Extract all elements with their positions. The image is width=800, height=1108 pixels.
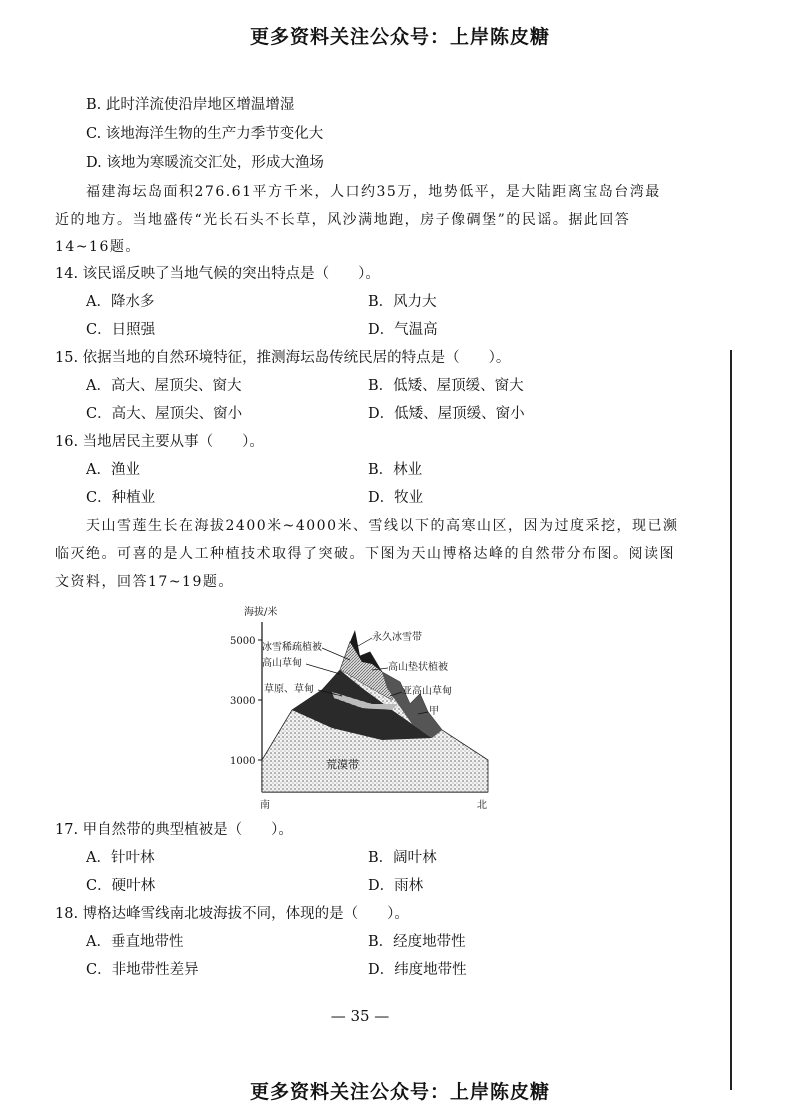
- question-16-option-b: B．林业: [368, 462, 423, 478]
- question-18-stem: 18. 博格达峰雪线南北坡海拔不同，体现的是（ ）。: [55, 906, 409, 922]
- passage-1-line-1: 福建海坛岛面积276.61平方千米，人口约35万，地势低平，是大陆距离宝岛台湾最: [86, 184, 661, 200]
- label-sparse-snow-vegetation: 冰雪稀疏植被: [262, 642, 322, 653]
- question-17-option-a: A．针叶林: [86, 850, 155, 866]
- question-15-option-d: D．低矮、屋顶缓、窗小: [368, 406, 525, 422]
- question-17-option-c: C．硬叶林: [86, 878, 156, 894]
- option-d: D. 该地为寒暖流交汇处，形成大渔场: [86, 155, 324, 171]
- question-15-stem: 15. 依据当地的自然环境特征，推测海坛岛传统民居的特点是（ ）。: [55, 350, 511, 366]
- label-permanent-snow: 永久冰雪带: [372, 632, 422, 643]
- question-16-stem: 16. 当地居民主要从事（ ）。: [55, 434, 264, 450]
- question-15-option-b: B．低矮、屋顶缓、窗大: [368, 378, 524, 394]
- passage-1-line-2: 近的地方。当地盛传“光长石头不长草，风沙满地跑，房子像碉堡”的民谣。据此回答: [55, 212, 631, 228]
- passage-2-line-3: 文资料，回答17~19题。: [55, 574, 234, 590]
- label-steppe-meadow: 草原、草甸: [264, 684, 314, 695]
- question-17-option-d: D．雨林: [368, 878, 424, 894]
- natural-zone-diagram: [222, 600, 502, 820]
- question-18-option-a: A．垂直地带性: [86, 934, 184, 950]
- footer-banner: 更多资料关注公众号：上岸陈皮糖: [249, 1081, 550, 1103]
- question-18-option-c: C．非地带性差异: [86, 962, 199, 978]
- question-18-option-d: D．纬度地带性: [368, 962, 467, 978]
- question-14-option-b: B．风力大: [368, 294, 437, 310]
- question-17-option-b: B．阔叶林: [368, 850, 437, 866]
- option-b: B. 此时洋流使沿岸地区增温增湿: [86, 97, 295, 113]
- question-17-stem: 17. 甲自然带的典型植被是（ ）。: [55, 822, 293, 838]
- tick-3000: 3000: [230, 696, 256, 707]
- question-16-option-d: D．牧业: [368, 490, 424, 506]
- passage-2-line-2: 临灭绝。可喜的是人工种植技术取得了突破。下图为天山博格达峰的自然带分布图。阅读图: [55, 546, 675, 562]
- question-16-option-c: C．种植业: [86, 490, 156, 506]
- question-15-option-c: C．高大、屋顶尖、窗小: [86, 406, 243, 422]
- scan-edge-line: [730, 350, 732, 1090]
- page-number: — 35 —: [330, 1007, 390, 1025]
- label-desert: 荒漠带: [326, 758, 359, 771]
- label-alpine-cushion: 高山垫状植被: [388, 662, 448, 673]
- passage-1-line-3: 14~16题。: [55, 239, 141, 255]
- label-subalpine-meadow: 亚高山草甸: [402, 686, 452, 697]
- question-15-option-a: A．高大、屋顶尖、窗大: [86, 378, 242, 394]
- label-alpine-meadow: 高山草甸: [262, 658, 302, 669]
- question-14-option-d: D．气温高: [368, 322, 438, 338]
- north-label: 北: [477, 800, 487, 811]
- tick-1000: 1000: [230, 756, 256, 767]
- question-14-option-c: C．日照强: [86, 322, 156, 338]
- question-16-option-a: A．渔业: [86, 462, 140, 478]
- question-14-stem: 14. 该民谣反映了当地气候的突出特点是（ ）。: [55, 266, 380, 282]
- tick-5000: 5000: [230, 636, 256, 647]
- label-jia: 甲: [429, 706, 439, 717]
- question-18-option-b: B．经度地带性: [368, 934, 466, 950]
- south-label: 南: [260, 800, 270, 811]
- y-axis-title: 海拔/米: [244, 607, 278, 618]
- header-banner: 更多资料关注公众号：上岸陈皮糖: [249, 26, 550, 48]
- option-c: C. 该地海洋生物的生产力季节变化大: [86, 126, 324, 142]
- question-14-option-a: A．降水多: [86, 294, 155, 310]
- passage-2-line-1: 天山雪莲生长在海拔2400米~4000米、雪线以下的高寒山区，因为过度采挖，现已濒: [86, 518, 679, 534]
